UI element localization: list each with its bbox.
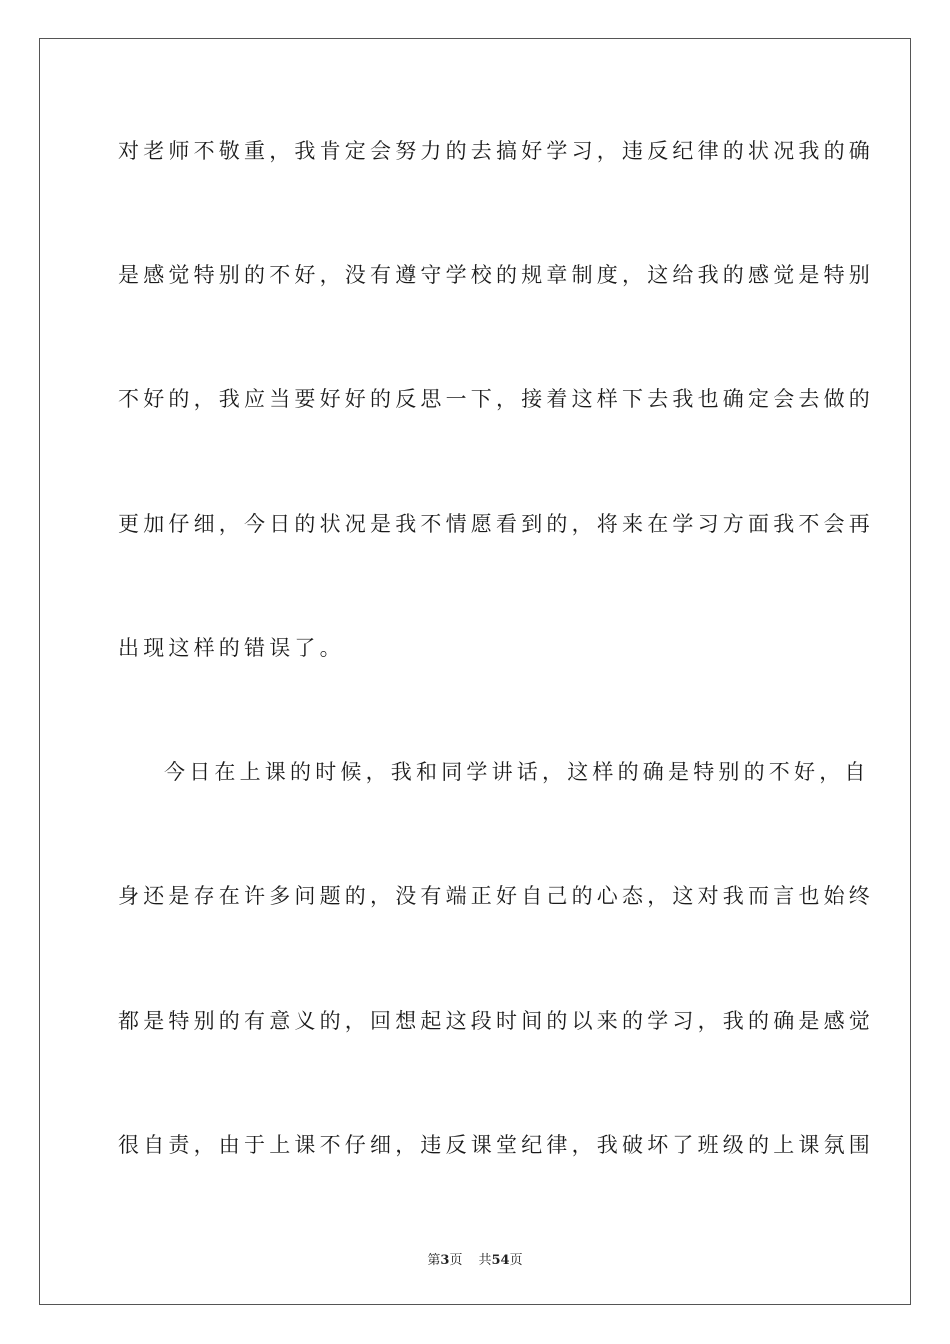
total-pages: 54: [491, 1253, 510, 1268]
paragraph-line: 对老师不敬重，我肯定会努力的去搞好学习，违反纪律的状况我的确: [118, 139, 874, 163]
paragraph-line: 都是特别的有意义的，回想起这段时间的以来的学习，我的确是感觉: [118, 1009, 874, 1033]
page-border: [39, 38, 911, 1305]
paragraph-line: 身还是存在许多问题的，没有端正好自己的心态，这对我而言也始终: [118, 884, 874, 908]
total-prefix: 共: [478, 1253, 492, 1268]
page-suffix: 页: [449, 1253, 463, 1268]
paragraph-line-indented: 今日在上课的时候，我和同学讲话，这样的确是特别的不好，自: [164, 760, 870, 784]
paragraph-line: 出现这样的错误了。: [118, 636, 345, 660]
page-number: 3: [440, 1253, 450, 1268]
page-prefix: 第: [427, 1253, 441, 1268]
paragraph-line: 很自责，由于上课不仔细，违反课堂纪律，我破坏了班级的上课氛围: [118, 1133, 874, 1157]
total-suffix: 页: [509, 1253, 523, 1268]
page-footer: [0, 1249, 950, 1268]
paragraph-line: 更加仔细，今日的状况是我不情愿看到的，将来在学习方面我不会再: [118, 512, 874, 536]
paragraph-line: 是感觉特别的不好，没有遵守学校的规章制度，这给我的感觉是特别: [118, 263, 874, 287]
paragraph-line: 不好的，我应当要好好的反思一下，接着这样下去我也确定会去做的: [118, 387, 874, 411]
